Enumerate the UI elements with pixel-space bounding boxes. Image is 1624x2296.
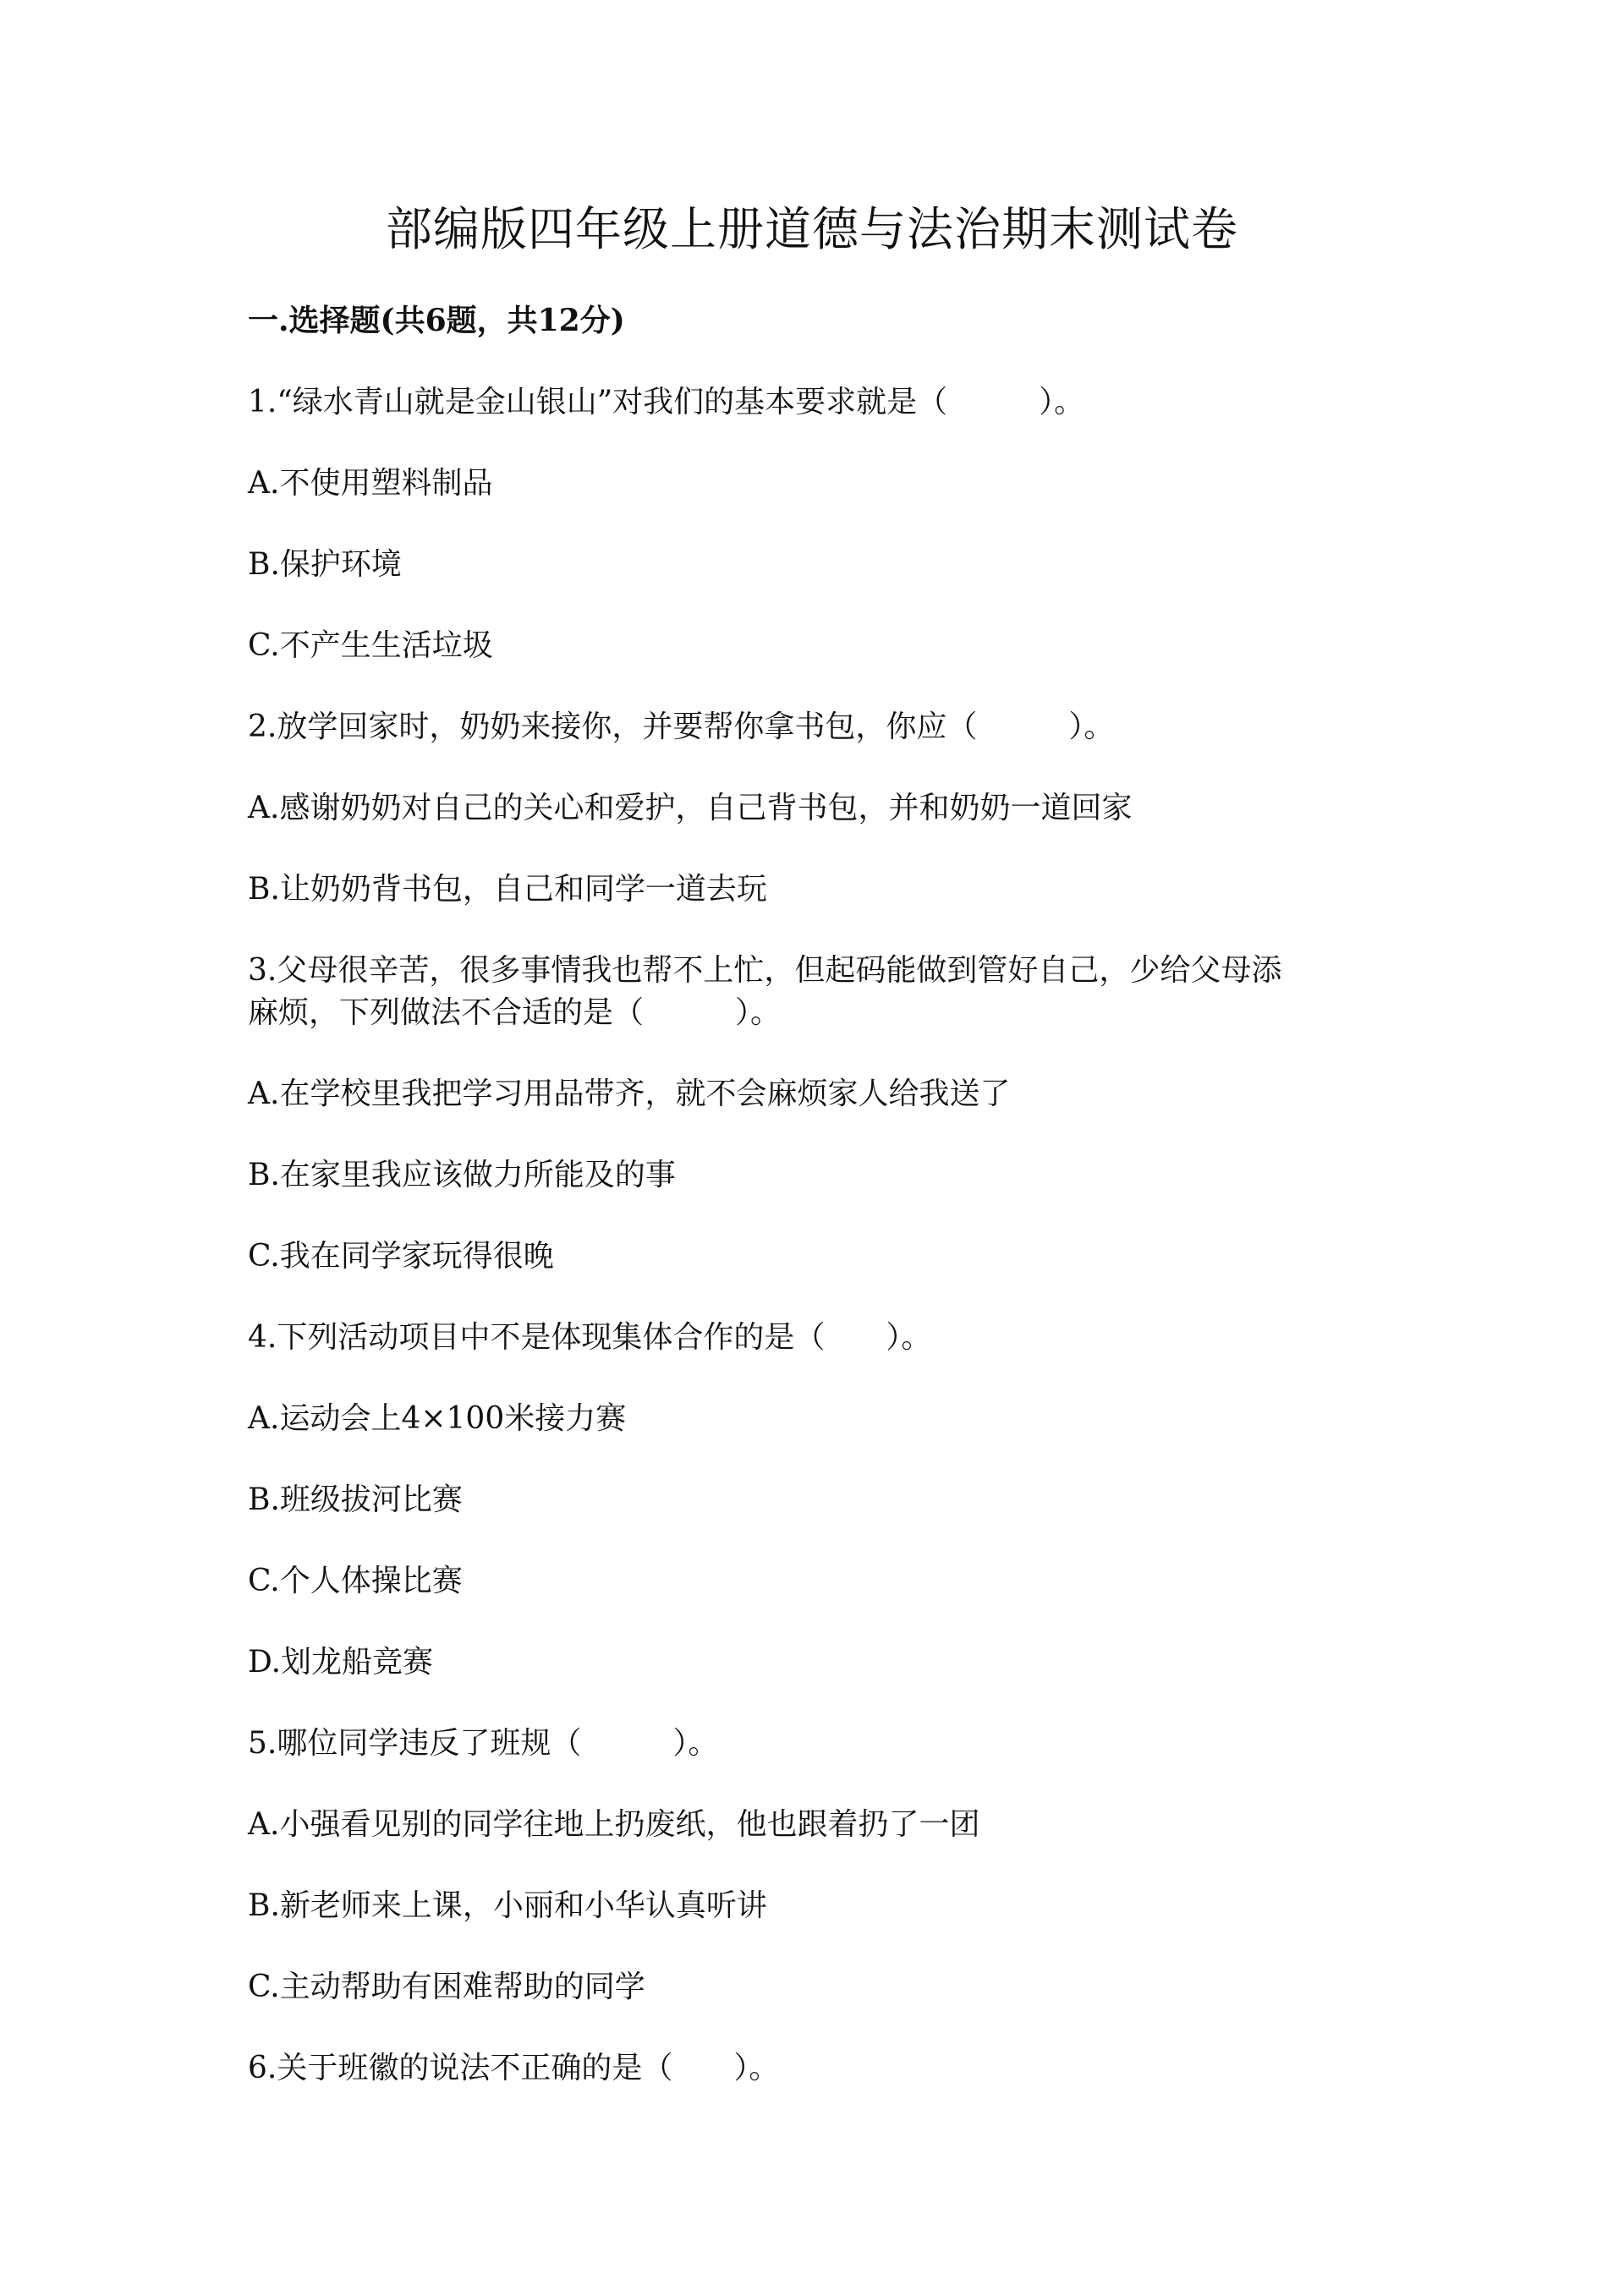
- question-5-option-a: A.小强看见别的同学往地上扔废纸，他也跟着扔了一团: [248, 1807, 980, 1842]
- page-title: 部编版四年级上册道德与法治期末测试卷: [385, 202, 1238, 256]
- question-5-option-c: C.主动帮助有困难帮助的同学: [248, 1970, 645, 2004]
- question-2-stem: 2.放学回家时，奶奶来接你，并要帮你拿书包，你应（ ）。: [248, 710, 1115, 744]
- question-4-option-a: A.运动会上4×100米接力赛: [248, 1401, 627, 1436]
- question-1-stem: 1.“绿水青山就是金山银山”对我们的基本要求就是（ ）。: [248, 385, 1085, 419]
- question-5-stem: 5.哪位同学违反了班规（ ）。: [248, 1726, 719, 1761]
- question-1-option-b: B.保护环境: [248, 547, 402, 582]
- question-1-option-c: C.不产生生活垃圾: [248, 628, 493, 663]
- question-6-stem: 6.关于班徽的说法不正确的是（ ）。: [248, 2051, 780, 2085]
- question-4-option-b: B.班级拔河比赛: [248, 1482, 463, 1517]
- question-2-option-b: B.让奶奶背书包，自己和同学一道去玩: [248, 872, 767, 907]
- question-2-option-a: A.感谢奶奶对自己的关心和爱护，自己背书包，并和奶奶一道回家: [248, 791, 1133, 825]
- question-3-option-b: B.在家里我应该做力所能及的事: [248, 1158, 676, 1192]
- section-heading: 一.选择题(共6题，共12分): [248, 303, 625, 338]
- question-4-option-c: C.个人体操比赛: [248, 1564, 463, 1598]
- question-3-option-a: A.在学校里我把学习用品带齐，就不会麻烦家人给我送了: [248, 1077, 1011, 1111]
- question-3-option-c: C.我在同学家玩得很晚: [248, 1239, 554, 1274]
- question-3-stem-line-2: 麻烦，下列做法不合适的是（ ）。: [248, 995, 782, 1030]
- question-5-option-b: B.新老师来上课，小丽和小华认真听讲: [248, 1888, 767, 1923]
- question-4-stem: 4.下列活动项目中不是体现集体合作的是（ ）。: [248, 1320, 932, 1355]
- question-3-stem-line-1: 3.父母很辛苦，很多事情我也帮不上忙，但起码能做到管好自己，少给父母添: [248, 953, 1282, 988]
- question-1-option-a: A.不使用塑料制品: [248, 466, 493, 501]
- question-4-option-d: D.划龙船竞赛: [248, 1645, 434, 1680]
